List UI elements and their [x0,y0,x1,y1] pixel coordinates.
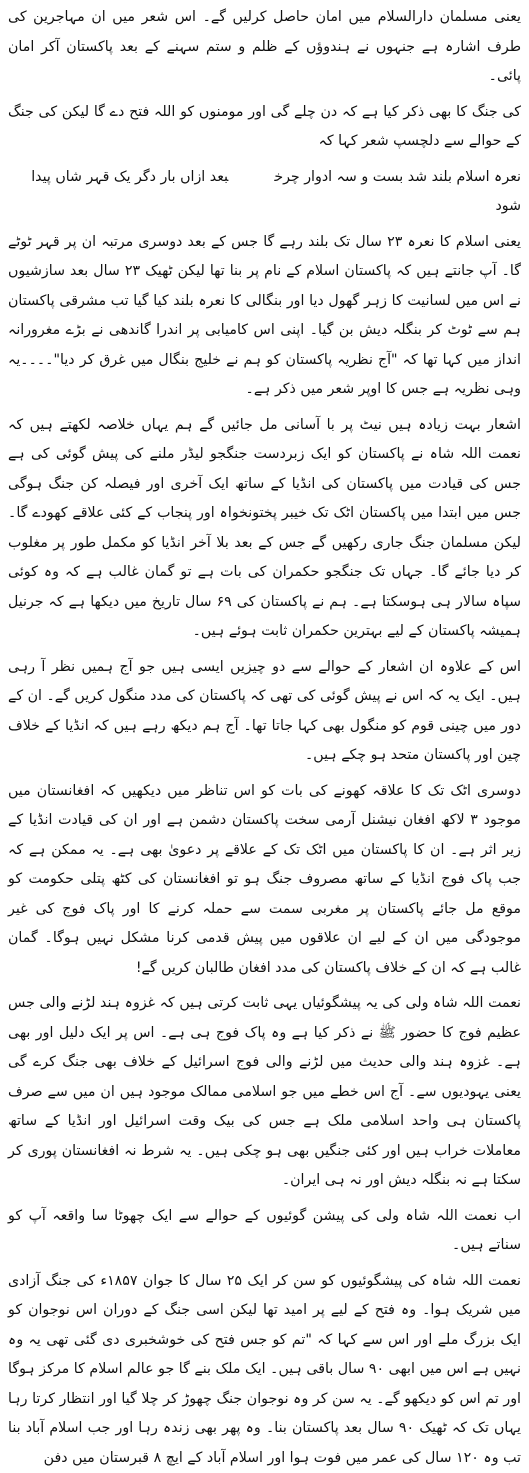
paragraph-8: اب نعمت اللہ شاہ ولی کی پیشن گوئیوں کے حوالے سے ایک چھوٹا سا واقعہ آپ کو سناتے ہیں۔ [8,1202,521,1261]
paragraph-3: یعنی اسلام کا نعرہ ۲۳ سال تک بلند رہے گا جس کے بعد دوسری مرتبہ ان پر قہر ٹوٹے گا۔ آپ جانتے ہیں کہ پاکستان اسلام کے نام پر بنا تھا لیکن ٹھیک ۲۳ سال بعد سازشیوں نے اس میں لسانیت کا زہر گھول دیا اور بنگالی کا نعرہ بلند کیا گیا تب مشرقی پاکستان ہم سے ٹوٹ کر بنگلہ دیش بن گیا۔ اپنی اس کامیابی پر اندرا گاندھی نے بڑے مغرورانہ انداز میں کہا تھا کہ "آج نظریہ پاکستان کو ہم نے خلیج بنگال میں غرق کر دیا"۔۔۔۔یہ وہی نظریہ ہے جس کا اوپر شعر میں ذکر ہے۔ [8,228,521,405]
paragraph-9: نعمت اللہ شاہ کی پیشگوئیوں کو سن کر ایک ۲۵ سال کا جوان ۱۸۵۷ء کی جنگ آزادی میں شریک ہوا۔ وہ فتح کے لیے پر امید تھا لیکن اسی جنگ کے دوران اس نوجوان کو ایک بزرگ ملے اور اس سے کہا کہ "تم کو جس فتح کی خوشخبری دی گئی تھی یہ وہ نہیں ہے اس میں ابھی ۹۰ سال باقی ہیں۔ ایک ملک بنے گا جو عالم اسلام کا مرکز ہوگا اور تم اس کو دیکھو گے۔ یہ سن کر وہ نوجوان جنگ چھوڑ کر چلا گیا اور انتظار کرتا رہا یہاں تک کہ ٹھیک ۹۰ سال بعد پاکستان بنا۔ وہ پھر بھی زندہ رہا اور جب اسلام آباد بنا تب وہ ۱۲۰ سال کی عمر میں فوت ہوا اور اسلام آباد کے ایچ ۸ قبرستان میں دفن [8,1267,521,1473]
persian-couplet [8,163,521,222]
paragraph-2: کی جنگ کا بھی ذکر کیا ہے کہ دن چلے گی اور مومنوں کو اللہ فتح دے گا لیکن کی جنگ کے حوالے سے دلچسپ شعر کہا کہ [8,98,521,157]
couplet-second-hemistich: بعد ازاں بار دگر یک قہر شاں پیدا شود [31,169,521,215]
paragraph-4: اشعار بہت زیادہ ہیں نیٹ پر با آسانی مل جائیں گے ہم یہاں خلاصہ لکھتے ہیں کہ نعمت اللہ شاہ نے پاکستان کو ایک زبردست جنگجو لیڈر ملنے کی پیش گوئی کی ہے جس کی قیادت میں پاکستان کی انڈیا کے ساتھ ایک آخری اور فیصلہ کن جنگ ہوگی جس میں ابتدا میں پاکستان اٹک تک خیبر پختونخواہ اور پنجاب کے کئی علاقے کھودے گا۔ لیکن مسلمان جنگ جاری رکھیں گے جس کے بعد بلا آخر انڈیا کو مکمل طور پر مغلوب کر دیا جائے گا۔ جہاں تک جنگجو حکمران کی بات ہے تو گمان غالب ہے کہ وہ کوئی سپاہ سالار ہی ہوسکتا ہے۔ ہم نے پاکستان کی ۶۹ سال تاریخ میں دیکھا ہے کہ جرنیل ہمیشہ پاکستان کے لیے بہترین حکمران ثابت ہوئے ہیں۔ [8,411,521,647]
couplet-first-hemistich: نعرہ اسلام بلند شد بست و سہ ادوار چرخ [274,169,521,185]
paragraph-7: نعمت اللہ شاہ ولی کی یہ پیشگوئیاں یہی ثابت کرتی ہیں کہ غزوہ ہند لڑنے والی جس عظیم فوج کا حضور ﷺ نے ذکر کیا ہے وہ پاک فوج ہی ہے۔ اس پر ایک دلیل اور بھی ہے۔ غزوہ ہند والی حدیث میں لڑنے والی فوج اسرائیل کے خلاف بھی جنگ کرے گی یعنی یہودیوں سے۔ آج اس خطے میں جو اسلامی ممالک موجود ہیں ان میں سے صرف پاکستان ہی واحد اسلامی ملک ہے جس کی بیک وقت اسرائیل اور انڈیا کے ساتھ معاملات خراب ہیں اور کئی جنگیں بھی ہو چکی ہیں۔ یہ شرط نہ افغانستان پوری کر سکتا ہے نہ بنگلہ دیش اور نہ ہی ایران۔ [8,989,521,1196]
paragraph-5: اس کے علاوہ ان اشعار کے حوالے سے دو چیزیں ایسی ہیں جو آج ہمیں نظر آ رہی ہیں۔ ایک یہ کہ اس نے پیش گوئی کی تھی کہ پاکستان کی مدد منگول کریں گے۔ ان کے دور میں چینی قوم کو منگول بھی کہا جاتا تھا۔ آج ہم دیکھ رہے ہیں کہ انڈیا کے خلاف چین اور پاکستان متحد ہو چکے ہیں۔ [8,653,521,771]
paragraph-1: یعنی مسلمان دارالسلام میں امان حاصل کرلیں گے۔ اس شعر میں ان مہاجرین کی طرف اشارہ ہے جنہوں نے ہندوؤں کے ظلم و ستم سہنے کے بعد پاکستان آکر امان پائی۔ [8,3,521,92]
paragraph-6: دوسری اٹک تک کا علاقہ کھونے کی بات کو اس تناظر میں دیکھیں کہ افغانستان میں موجود ۳ لاکھ افغان نیشنل آرمی سخت پاکستان دشمن ہے اور ان کی قیادت انڈیا کے زیر اثر ہے۔ ان کا پاکستان میں اٹک تک کے علاقے پر دعویٰ بھی ہے۔ یہ ممکن ہے کہ جب پاک فوج انڈیا کے ساتھ مصروف جنگ ہو تو افغانستان کی کٹھ پتلی حکومت کو موقع مل جائے پاکستان پر مغربی سمت سے حملہ کرنے کا اور پاک فوج کی غیر موجودگی میں ان کے لیے ان علاقوں میں پیش قدمی کرنا مشکل نہیں ہوگا۔ گمان غالب ہے کہ ان کے خلاف پاکستان کی مدد افغان طالبان کریں گے! [8,777,521,984]
